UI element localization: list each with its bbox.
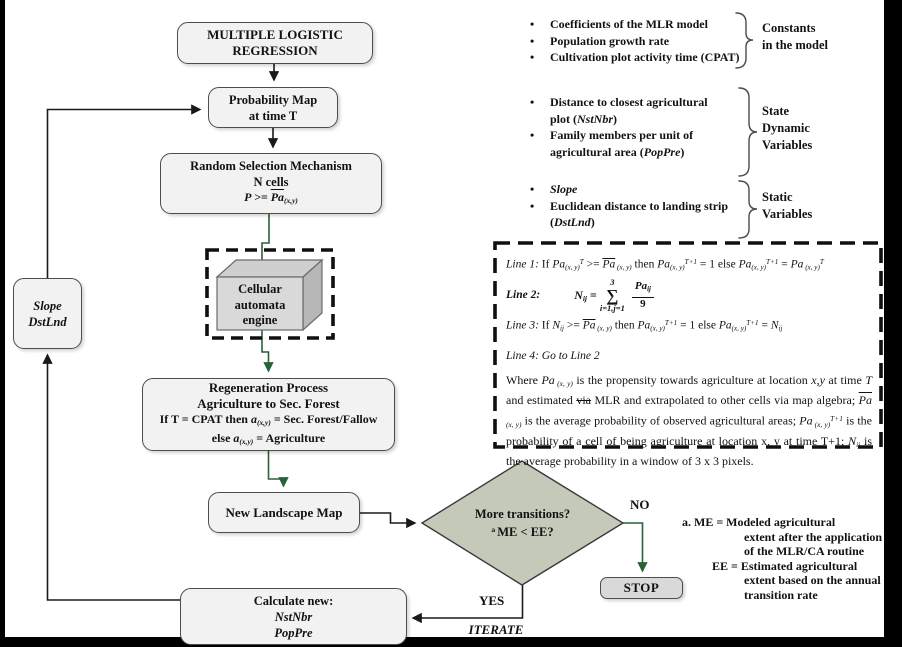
equation-line2-lhs: Nij =	[574, 287, 597, 303]
constants-item-3: Cultivation plot activity time (CPAT)	[550, 50, 740, 64]
me-ee-note	[682, 515, 887, 603]
new-landscape-map-label: New Landscape Map	[225, 504, 343, 520]
arrow-diamond-yes-to-calculate	[413, 585, 523, 618]
frame-left	[0, 0, 5, 647]
summation-symbol	[600, 278, 625, 313]
regeneration-box	[142, 378, 395, 451]
calculate-new-line3: PopPre	[274, 625, 313, 640]
frame-bottom	[0, 637, 902, 647]
mlr-box	[177, 22, 373, 64]
iterate-label: ITERATE	[468, 622, 524, 637]
ca-engine-line3: engine	[242, 313, 278, 327]
fraction-numerator: Paij	[632, 280, 654, 298]
bullet-icon: •	[530, 33, 535, 48]
diamond-line2: $^a$ ME < EE?	[491, 524, 554, 539]
list-item	[530, 181, 735, 198]
dynamic-label-line1: State	[762, 104, 790, 118]
arrow-regeneration-to-landscape	[269, 450, 284, 486]
bullet-icon: •	[530, 198, 535, 213]
regeneration-line3: If T = CPAT then a(x,y) = Sec. Forest/Fallow	[159, 412, 378, 428]
constants-label-line1: Constants	[762, 21, 816, 35]
note-line: extent after the application	[744, 529, 883, 544]
ca-engine-label	[214, 282, 306, 329]
mlr-box-line1: MULTIPLE LOGISTIC	[207, 27, 343, 42]
bullet-icon: •	[530, 182, 535, 196]
constants-label	[762, 20, 828, 54]
constants-label-line2: in the model	[762, 38, 828, 52]
calculate-new-box	[180, 588, 407, 645]
list-item	[530, 16, 755, 33]
static-variables-box	[13, 278, 82, 349]
constants-list	[530, 16, 755, 66]
ca-engine-line2: automata	[234, 297, 286, 312]
mlr-box-line2: REGRESSION	[232, 43, 318, 58]
calculate-new-line1: Calculate new:	[253, 593, 334, 608]
brace-icon	[739, 181, 757, 238]
equations-box	[506, 247, 872, 469]
probability-map-box	[208, 87, 338, 128]
static-item-1: Slope	[550, 182, 578, 196]
note-line: extent based on the annual	[744, 573, 881, 588]
dynamic-item-1: Distance to closest agricultural plot (NstNbr)	[550, 95, 708, 126]
regeneration-line2: Agriculture to Sec. Forest	[197, 396, 340, 412]
summation-upper-limit: 3	[610, 276, 615, 287]
fraction	[632, 280, 654, 310]
stop-label: STOP	[623, 580, 660, 595]
equation-line2-label: Line 2:	[506, 289, 541, 302]
diamond-label	[450, 506, 595, 540]
random-selection-box	[160, 153, 382, 214]
calculate-new-line2: NstNbr	[274, 609, 313, 624]
equation-line2	[506, 278, 872, 313]
no-label: NO	[630, 497, 650, 512]
note-line: transition rate	[744, 587, 818, 602]
random-selection-line1: Random Selection Mechanism	[190, 159, 352, 174]
equation-line1: Line 1: If Pa(x, $y)^T >= \overline{Pa}$ (x, y) then Pa(x, y)$^{T+1}$ = 1 else Pa(x, y)$^{T+1}$ = Pa (x, y)$^T$	[506, 258, 824, 272]
note-line: EE = Estimated agricultural	[712, 558, 858, 573]
summation-lower-limit: i=1,j=1	[599, 302, 625, 313]
stop-box	[600, 577, 683, 599]
bullet-icon: •	[530, 50, 535, 64]
bullet-icon: •	[530, 128, 535, 142]
static-label-line2: Variables	[762, 207, 813, 221]
static-variables-line2: DstLnd	[28, 314, 67, 329]
diamond-line1: More transitions?	[474, 507, 571, 521]
random-selection-equation: $P >= \overline{Pa}(x,y)$	[244, 190, 298, 206]
note-line: of the MLR/CA routine	[744, 544, 865, 559]
note-line: a. ME = Modeled agricultural	[682, 515, 836, 529]
yes-label: YES	[479, 593, 505, 608]
dynamic-variables-list	[530, 94, 730, 160]
list-item	[530, 127, 730, 160]
dynamic-variables-label	[762, 103, 812, 154]
bullet-icon: •	[530, 17, 535, 31]
static-variables-label	[762, 189, 812, 223]
equations-where-paragraph: Where Pa (x, y) is the propensity towards agriculture at location x,y at time T and estimated via MLR and extrapolated to other cells via map algebra; $\overline{Pa}$ (x, y) is the average probability of observed agricultural areas; Pa (x, y)$^{T+1}$ is the probability of a cell of being agriculture at location x, y at time T+1; Nij is the average probability in a window of 3 x 3 pixels.	[506, 373, 872, 468]
equation-line3: Line 3: If Nij >= $\overline{Pa}$ (x, y) then Pa(x, y)$^{T+1}$ = 1 else Pa(x, y)$^{T+1}$ = Nij	[506, 318, 783, 333]
constants-item-1: Coefficients of the MLR model	[550, 17, 708, 31]
probability-map-line2: at time T	[248, 108, 298, 123]
list-item	[530, 49, 755, 66]
static-item-2: Euclidean distance to landing strip (DstLnd)	[550, 198, 729, 229]
sigma-icon: ∑	[606, 285, 619, 305]
dynamic-label-line3: Variables	[762, 138, 813, 152]
ca-engine-line1: Cellular	[238, 282, 282, 296]
arrow-ca-engine-to-regeneration	[262, 330, 269, 371]
list-item	[530, 33, 755, 50]
fraction-denominator: 9	[640, 298, 646, 310]
regeneration-line1: Regeneration Process	[208, 380, 329, 396]
constants-item-2: Population growth rate	[550, 33, 670, 48]
dynamic-label-line2: Dynamic	[762, 121, 810, 135]
list-item	[530, 198, 735, 231]
new-landscape-map-box	[208, 492, 360, 533]
bullet-icon: •	[530, 95, 535, 109]
brace-icon	[739, 88, 757, 176]
dynamic-item-2: Family members per unit of agricultural area (PopPre)	[550, 128, 694, 159]
static-variables-line1: Slope	[33, 298, 62, 313]
static-label-line1: Static	[762, 190, 793, 204]
random-selection-line2: N cells	[253, 175, 289, 190]
arrow-landscape-to-diamond	[360, 513, 415, 523]
arrow-diamond-no-to-stop	[623, 523, 643, 571]
static-variables-list	[530, 181, 735, 231]
equation-line4: Line 4: Go to Line 2	[506, 350, 600, 363]
regeneration-line4: else a(x,y) = Agriculture	[211, 430, 326, 446]
probability-map-line1: Probability Map	[228, 92, 318, 107]
list-item	[530, 94, 730, 127]
